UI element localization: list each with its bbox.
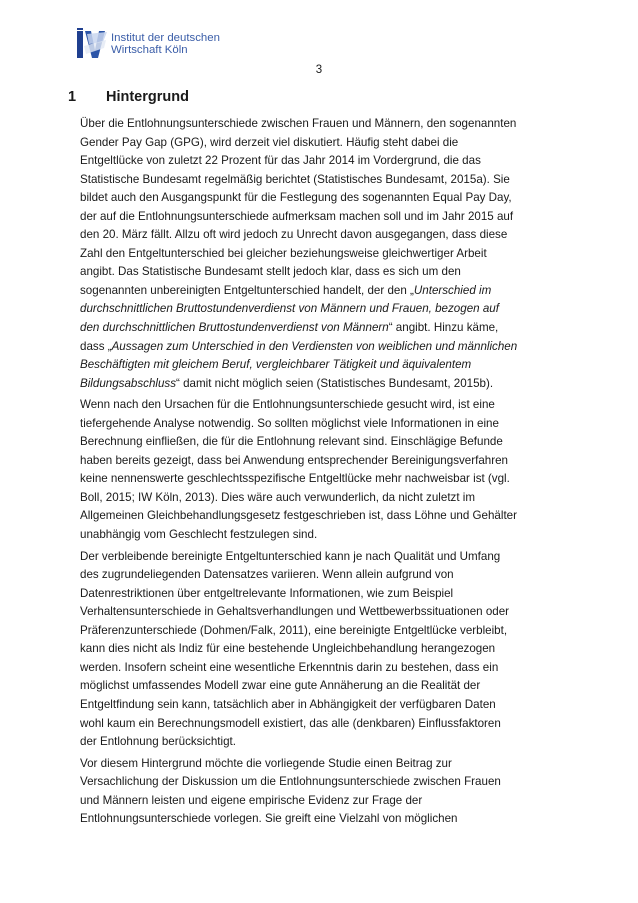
quoted-text: Bildungsabschluss — [80, 376, 177, 390]
text-segment: bildet auch den Ausgangspunkt für die Festlegung des sogenannten Equal Pay Day, — [80, 191, 512, 205]
text-segment: und Männern leisten und eigene empirische Evidenz zur Frage der — [80, 793, 423, 807]
text-segment: Über die Entlohnungsunterschiede zwischen Frauen und Männern, den sogenannten — [80, 117, 517, 130]
section-title: Hintergrund — [106, 89, 189, 105]
text-line — [80, 773, 582, 792]
text-segment: Gender Pay Gap (GPG), wird derzeit viel diskutiert. Häufig steht dabei die — [80, 135, 459, 149]
quoted-text: durchschnittlichen Bruttostundenverdienst von Männern und Frauen, bezogen auf — [80, 302, 499, 316]
text-line — [80, 134, 582, 153]
text-segment: Der verbleibende bereinigte Entgeltunterschied kann je nach Qualität und Umfang — [80, 549, 501, 563]
text-segment: des zugrundeliegenden Datensatzes variieren. Wenn allein aufgrund von — [80, 568, 454, 582]
quoted-text: Unterschied im — [413, 283, 492, 297]
text-line — [80, 755, 582, 774]
text-line — [80, 375, 582, 394]
text-line — [80, 585, 582, 604]
quoted-text: den durchschnittlichen Bruttostundenverdienst von Männern — [80, 321, 389, 335]
body-text — [80, 115, 582, 832]
quoted-text: Beschäftigten mit gleichem Beruf, vergleichbarer Tätigkeit und äquivalentem — [80, 358, 472, 372]
text-line — [80, 810, 582, 829]
text-line — [80, 300, 582, 319]
text-segment: Entlohnungsunterschiede vorlegen. Sie greift eine Vielzahl von möglichen — [80, 812, 458, 826]
text-line — [80, 659, 582, 678]
text-line — [80, 245, 582, 264]
text-segment: Entgeltlücke von zuletzt 22 Prozent für das Jahr 2014 im Vordergrund, die das — [80, 154, 481, 168]
text-line — [80, 415, 582, 434]
paragraph — [80, 115, 582, 393]
text-segment: Statistische Bundesamt regelmäßig berichtet (Statistisches Bundesamt, 2015a). Sie — [80, 172, 510, 186]
text-segment: möglichst umfassendes Modell zwar eine gute Annäherung an die Realität der — [80, 679, 481, 693]
text-line — [80, 603, 582, 622]
text-line — [80, 640, 582, 659]
text-line — [80, 566, 582, 585]
text-segment: “ angibt. Hinzu käme, — [388, 321, 499, 335]
text-line — [80, 433, 582, 452]
text-line — [80, 263, 582, 282]
section-heading — [68, 89, 189, 105]
text-line — [80, 526, 582, 545]
text-line — [80, 319, 582, 338]
text-line — [80, 792, 582, 811]
text-segment: Wenn nach den Ursachen für die Entlohnungsunterschiede gesucht wird, ist eine — [80, 398, 495, 412]
text-line — [80, 282, 582, 301]
paragraph — [80, 396, 582, 544]
text-segment: Berechnung einfließen, die für die Entlohnung relevant sind. Einschlägige Befunde — [80, 435, 503, 449]
text-segment: den 20. März fällt. Allzu oft wird jedoch zu Unrecht davon ausgegangen, dass diese — [80, 228, 508, 242]
text-line — [80, 115, 582, 134]
text-line — [80, 715, 582, 734]
text-segment: Datenrestriktionen über entgeltrelevante Informationen, wie zum Beispiel — [80, 586, 454, 600]
logo-line-1: Institut der deutschen — [111, 31, 220, 44]
text-segment: Versachlichung der Diskussion um die Entlohnungsunterschiede zwischen Frauen — [80, 775, 501, 789]
logo-line-2: Wirtschaft Köln — [111, 44, 188, 56]
text-segment: der auf die Entlohnungsunterschiede aufmerksam machen soll und im Jahr 2015 auf — [80, 209, 514, 223]
text-line — [80, 171, 582, 190]
section-number: 1 — [68, 89, 77, 105]
text-line — [80, 622, 582, 641]
text-segment: unabhängig vom Geschlecht festzulegen sind. — [80, 528, 318, 542]
text-segment: Boll, 2015; IW Köln, 2013). Dies wäre auch verwunderlich, da nicht zuletzt im — [80, 490, 476, 504]
text-line — [80, 507, 582, 526]
text-segment: werden. Insofern scheint eine wesentliche Erkenntnis darin zu bestehen, dass ein — [80, 660, 499, 674]
text-segment: angibt. Das Statistische Bundesamt stellt jedoch klar, dass es sich um den — [80, 265, 461, 279]
quoted-text: Aussagen zum Unterschied in den Verdiensten von weiblichen und männlichen — [111, 339, 518, 353]
text-segment: Zahl den Entgeltunterschied bei gleicher beziehungsweise gleichwertiger Arbeit — [80, 246, 487, 260]
text-segment: keine nennenswerte geschlechtsspezifische Entgeltlücke mehr nachweisbar ist (vgl. — [80, 472, 510, 486]
text-line — [80, 733, 582, 752]
text-line — [80, 548, 582, 567]
text-segment: wohl kaum ein Berechnungsmodell existiert, das alle (denkbaren) Einflussfaktoren — [80, 716, 501, 730]
text-segment: Verhaltensunterschiede in Gehaltsverhandlungen und Wettbewerbssituationen oder — [80, 605, 510, 619]
text-line — [80, 208, 582, 227]
text-segment: Entgeltfindung sein kann, tatsächlich aber in Abhängigkeit der verfügbaren Daten — [80, 697, 496, 711]
text-line — [80, 396, 582, 415]
text-segment: dass „ — [80, 339, 112, 353]
text-line — [80, 677, 582, 696]
page-number: 3 — [315, 64, 323, 76]
text-segment: tiefergehende Analyse notwendig. So sollten möglichst viele Informationen in eine — [80, 416, 499, 430]
text-line — [80, 696, 582, 715]
text-line — [80, 356, 582, 375]
paragraph — [80, 755, 582, 829]
text-line — [80, 489, 582, 508]
text-segment: Allgemeinen Gleichbehandlungsgesetz festgeschrieben ist, dass Löhne und Gehälter — [80, 509, 517, 523]
text-line — [80, 470, 582, 489]
paragraph — [80, 548, 582, 752]
institute-logo — [77, 26, 220, 62]
iw-logo-icon — [77, 28, 107, 60]
text-segment: sogenannten unbereinigten Entgeltunterschied handelt, der den „ — [80, 283, 414, 297]
text-line — [80, 452, 582, 471]
text-segment: kann dies nicht als Indiz für eine bestehende Ungleichbehandlung herangezogen — [80, 642, 496, 656]
text-segment: Präferenzunterschiede (Dohmen/Falk, 2011), eine bereinigte Entgeltlücke verbleibt, — [80, 623, 508, 637]
text-segment: haben bereits gezeigt, dass bei Anwendung entsprechender Bereinigungsverfahren — [80, 453, 508, 467]
text-line — [80, 152, 582, 171]
text-line — [80, 189, 582, 208]
text-line — [80, 226, 582, 245]
text-segment: der Entlohnung berücksichtigt. — [80, 735, 236, 749]
text-segment: Vor diesem Hintergrund möchte die vorliegende Studie einen Beitrag zur — [80, 756, 452, 770]
text-line — [80, 338, 582, 357]
text-segment: “ damit nicht möglich seien (Statistisches Bundesamt, 2015b). — [176, 376, 494, 390]
